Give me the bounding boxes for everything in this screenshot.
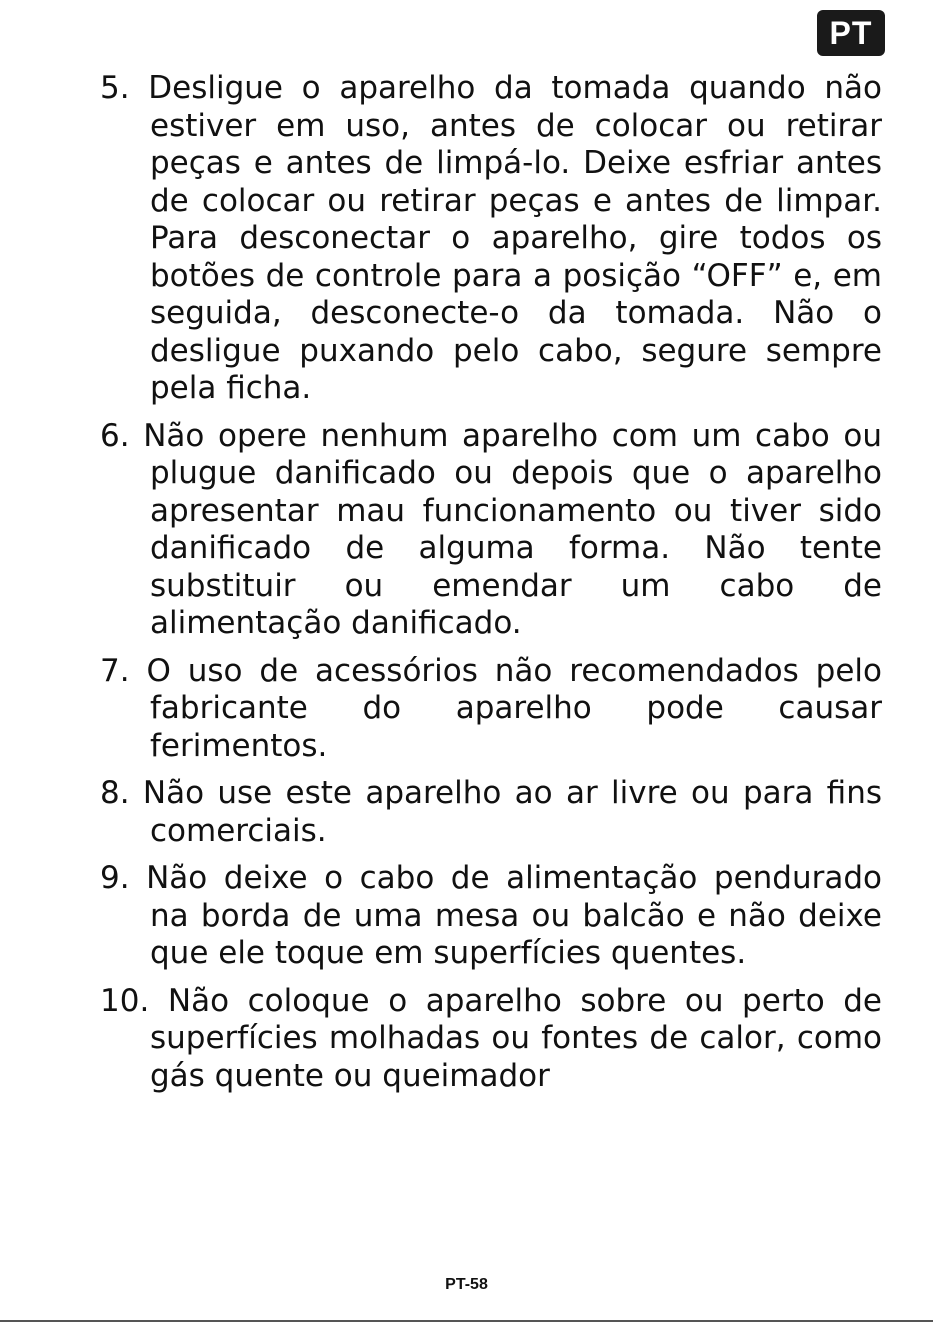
list-item xyxy=(100,860,882,973)
language-badge-label: PT xyxy=(829,14,873,51)
item-number: 5. xyxy=(100,70,130,106)
language-badge xyxy=(817,10,885,56)
bottom-divider xyxy=(0,1320,933,1322)
item-number: 7. xyxy=(100,652,130,689)
item-text: Não deixe o cabo de alimentação pendurado na borda de uma mesa ou balcão e não deixe que ele toque em superfícies quentes. xyxy=(146,860,882,971)
item-text: Desligue o aparelho da tomada quando não estiver em uso, antes de colocar ou retirar peças e antes de limpá-lo. Deixe esfriar antes de colocar ou retirar peças e antes de limpar. Para desconectar o aparelho, gire todos os botões de controle para a posição “OFF” e, em seguida, desconecte-o da tomada. Não o desligue puxando pelo cabo, segure sempre pela ficha. xyxy=(148,70,882,406)
list-item xyxy=(100,418,882,643)
list-item xyxy=(100,775,882,850)
list-item xyxy=(100,983,882,1096)
instructions-list xyxy=(100,70,882,1105)
list-item xyxy=(100,70,882,408)
page-number: PT-58 xyxy=(445,1276,488,1293)
item-number: 10. xyxy=(100,982,150,1019)
list-item xyxy=(100,653,882,766)
item-text: Não coloque o aparelho sobre ou perto de superfícies molhadas ou fontes de calor, como gás quente ou queimador xyxy=(150,982,883,1094)
item-text: Não use este aparelho ao ar livre ou para fins comerciais. xyxy=(142,775,883,849)
item-number: 9. xyxy=(100,860,130,896)
item-text: Não opere nenhum aparelho com um cabo ou plugue danificado ou depois que o aparelho apresentar mau funcionamento ou tiver sido danificado de alguma forma. Não tente substituir ou emendar um cabo de alimentação danificado. xyxy=(143,417,882,641)
item-text: O uso de acessórios não recomendados pelo fabricante do aparelho pode causar ferimentos. xyxy=(146,652,882,764)
item-number: 8. xyxy=(100,775,130,811)
item-number: 6. xyxy=(100,417,130,454)
